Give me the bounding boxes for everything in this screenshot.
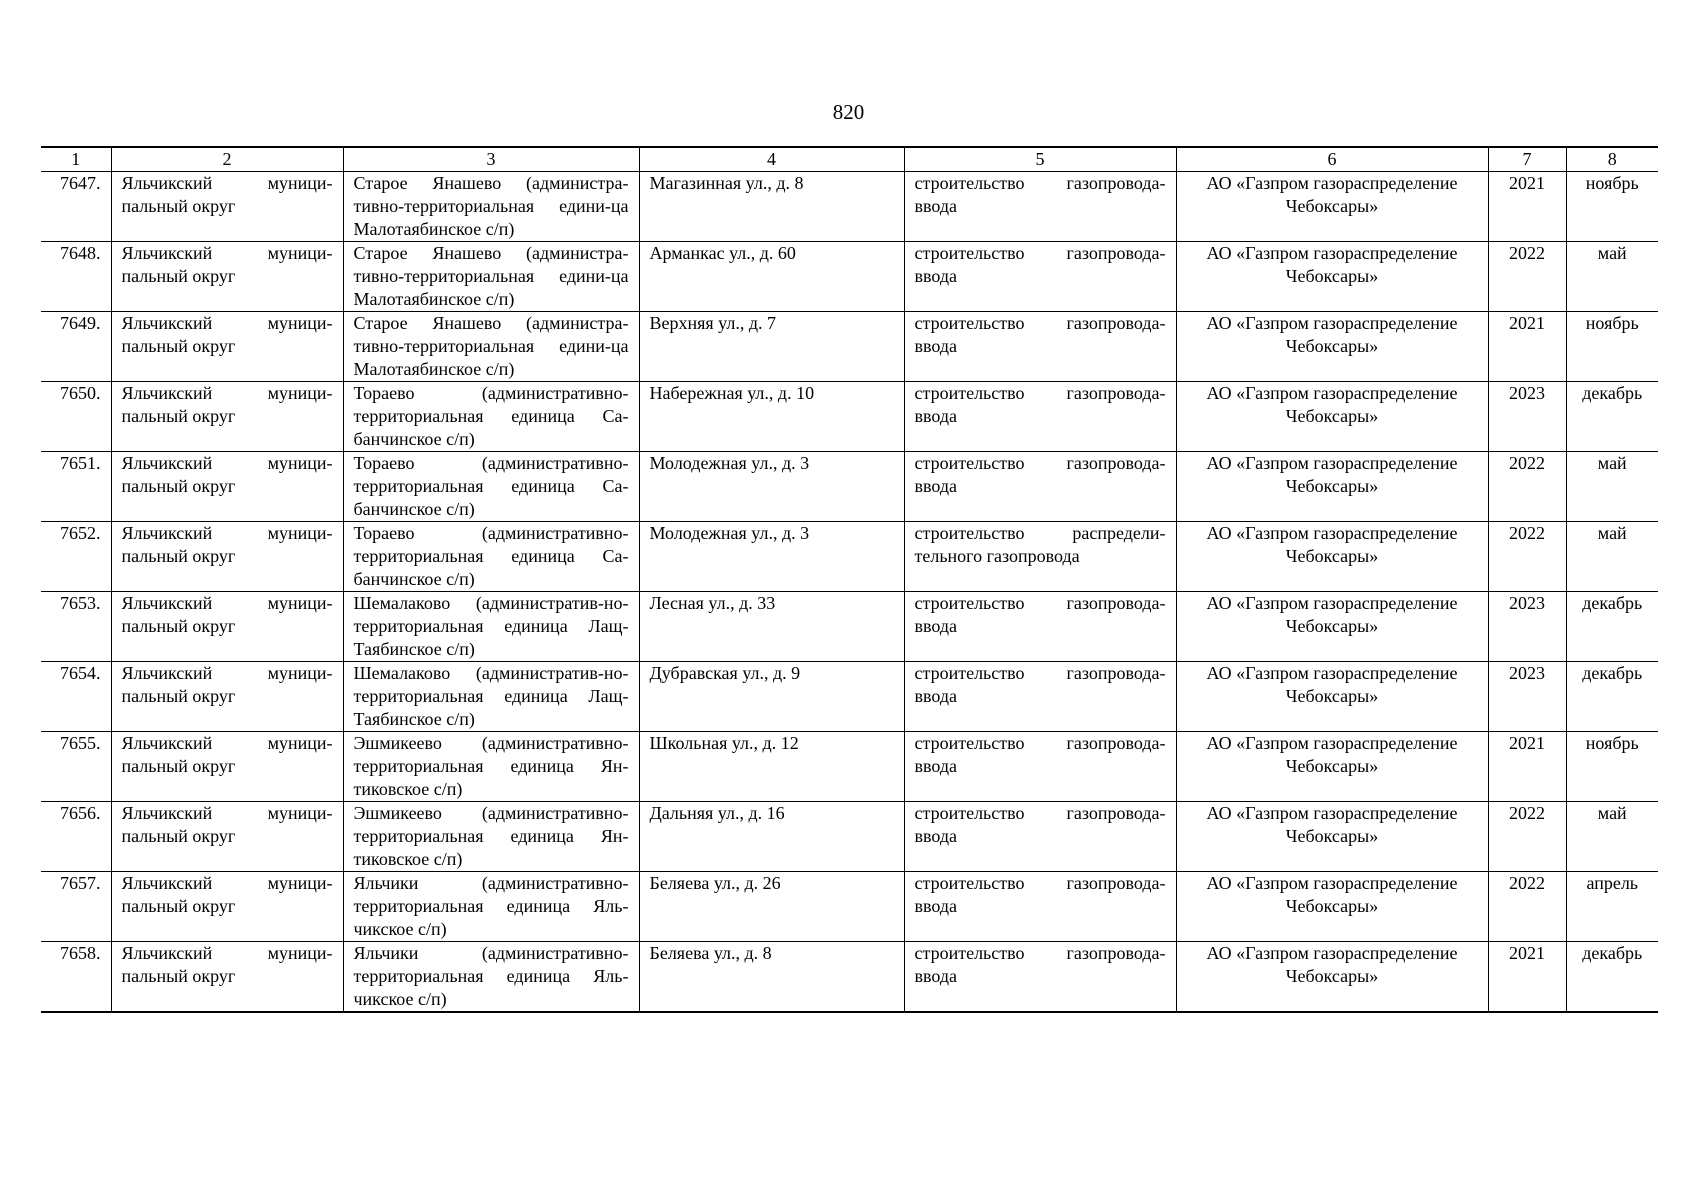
row-number: 7653. [41, 592, 111, 662]
settlement-cell: Тораево (административно-территориальная единица Са-банчинское с/п) [343, 382, 639, 452]
address-cell: Дальняя ул., д. 16 [639, 802, 904, 872]
column-header: 1 [41, 147, 111, 172]
organization-cell: АО «Газпром газораспределение Чебоксары» [1176, 662, 1488, 732]
work-type-cell: строительство газопровода-ввода [904, 312, 1176, 382]
year-cell: 2021 [1488, 942, 1566, 1013]
year-cell: 2021 [1488, 312, 1566, 382]
settlement-cell: Старое Янашево (администра-тивно-территориальная едини-ца Малотаябинское с/п) [343, 242, 639, 312]
work-type-cell: строительство газопровода-ввода [904, 662, 1176, 732]
row-number: 7655. [41, 732, 111, 802]
month-cell: декабрь [1566, 662, 1658, 732]
month-cell: май [1566, 452, 1658, 522]
page-number: 820 [832, 100, 865, 124]
work-type-cell: строительство газопровода-ввода [904, 802, 1176, 872]
month-cell: декабрь [1566, 592, 1658, 662]
month-cell: апрель [1566, 872, 1658, 942]
month-cell: ноябрь [1566, 312, 1658, 382]
district-cell: Яльчикский муници-пальный округ [111, 662, 343, 732]
district-cell: Яльчикский муници-пальный округ [111, 522, 343, 592]
row-number: 7654. [41, 662, 111, 732]
month-cell: ноябрь [1566, 172, 1658, 242]
organization-cell: АО «Газпром газораспределение Чебоксары» [1176, 522, 1488, 592]
district-cell: Яльчикский муници-пальный округ [111, 452, 343, 522]
district-cell: Яльчикский муници-пальный округ [111, 732, 343, 802]
year-cell: 2022 [1488, 242, 1566, 312]
settlement-cell: Шемалаково (административ-но-территориальная единица Лащ-Таябинское с/п) [343, 592, 639, 662]
settlement-cell: Тораево (административно-территориальная единица Са-банчинское с/п) [343, 452, 639, 522]
address-cell: Магазинная ул., д. 8 [639, 172, 904, 242]
settlement-cell: Шемалаково (административ-но-территориальная единица Лащ-Таябинское с/п) [343, 662, 639, 732]
year-cell: 2021 [1488, 172, 1566, 242]
row-number: 7647. [41, 172, 111, 242]
work-type-cell: строительство газопровода-ввода [904, 592, 1176, 662]
settlement-cell: Старое Янашево (администра-тивно-территориальная едини-ца Малотаябинское с/п) [343, 172, 639, 242]
work-type-cell: строительство распредели-тельного газопровода [904, 522, 1176, 592]
district-cell: Яльчикский муници-пальный округ [111, 242, 343, 312]
row-number: 7649. [41, 312, 111, 382]
table-row [41, 802, 1658, 872]
table-row [41, 382, 1658, 452]
work-type-cell: строительство газопровода-ввода [904, 942, 1176, 1013]
column-header: 8 [1566, 147, 1658, 172]
month-cell: май [1566, 802, 1658, 872]
address-cell: Школьная ул., д. 12 [639, 732, 904, 802]
table-row [41, 592, 1658, 662]
table-header-row [41, 147, 1658, 172]
district-cell: Яльчикский муници-пальный округ [111, 312, 343, 382]
table-row [41, 732, 1658, 802]
work-type-cell: строительство газопровода-ввода [904, 172, 1176, 242]
settlement-cell: Старое Янашево (администра-тивно-территориальная едини-ца Малотаябинское с/п) [343, 312, 639, 382]
table-row [41, 312, 1658, 382]
month-cell: декабрь [1566, 382, 1658, 452]
organization-cell: АО «Газпром газораспределение Чебоксары» [1176, 382, 1488, 452]
row-number: 7658. [41, 942, 111, 1013]
organization-cell: АО «Газпром газораспределение Чебоксары» [1176, 802, 1488, 872]
table-row [41, 662, 1658, 732]
month-cell: май [1566, 522, 1658, 592]
year-cell: 2023 [1488, 382, 1566, 452]
year-cell: 2022 [1488, 522, 1566, 592]
row-number: 7652. [41, 522, 111, 592]
row-number: 7650. [41, 382, 111, 452]
district-cell: Яльчикский муници-пальный округ [111, 802, 343, 872]
organization-cell: АО «Газпром газораспределение Чебоксары» [1176, 452, 1488, 522]
address-cell: Лесная ул., д. 33 [639, 592, 904, 662]
settlement-cell: Эшмикеево (административно-территориальная единица Ян-тиковское с/п) [343, 732, 639, 802]
column-header: 4 [639, 147, 904, 172]
row-number: 7656. [41, 802, 111, 872]
settlement-cell: Эшмикеево (административно-территориальная единица Ян-тиковское с/п) [343, 802, 639, 872]
gasification-table [41, 146, 1658, 1013]
table-body [41, 172, 1658, 1013]
table-row [41, 172, 1658, 242]
year-cell: 2022 [1488, 802, 1566, 872]
year-cell: 2022 [1488, 872, 1566, 942]
address-cell: Молодежная ул., д. 3 [639, 522, 904, 592]
year-cell: 2023 [1488, 592, 1566, 662]
district-cell: Яльчикский муници-пальный округ [111, 872, 343, 942]
row-number: 7648. [41, 242, 111, 312]
address-cell: Дубравская ул., д. 9 [639, 662, 904, 732]
work-type-cell: строительство газопровода-ввода [904, 732, 1176, 802]
district-cell: Яльчикский муници-пальный округ [111, 942, 343, 1013]
work-type-cell: строительство газопровода-ввода [904, 872, 1176, 942]
table-row [41, 522, 1658, 592]
address-cell: Арманкас ул., д. 60 [639, 242, 904, 312]
address-cell: Набережная ул., д. 10 [639, 382, 904, 452]
year-cell: 2022 [1488, 452, 1566, 522]
work-type-cell: строительство газопровода-ввода [904, 382, 1176, 452]
row-number: 7651. [41, 452, 111, 522]
table-row [41, 942, 1658, 1013]
address-cell: Верхняя ул., д. 7 [639, 312, 904, 382]
column-header: 6 [1176, 147, 1488, 172]
address-cell: Беляева ул., д. 8 [639, 942, 904, 1013]
organization-cell: АО «Газпром газораспределение Чебоксары» [1176, 732, 1488, 802]
organization-cell: АО «Газпром газораспределение Чебоксары» [1176, 872, 1488, 942]
month-cell: декабрь [1566, 942, 1658, 1013]
year-cell: 2023 [1488, 662, 1566, 732]
organization-cell: АО «Газпром газораспределение Чебоксары» [1176, 172, 1488, 242]
settlement-cell: Тораево (административно-территориальная единица Са-банчинское с/п) [343, 522, 639, 592]
row-number: 7657. [41, 872, 111, 942]
address-cell: Беляева ул., д. 26 [639, 872, 904, 942]
district-cell: Яльчикский муници-пальный округ [111, 382, 343, 452]
column-header: 3 [343, 147, 639, 172]
table-row [41, 452, 1658, 522]
district-cell: Яльчикский муници-пальный округ [111, 172, 343, 242]
organization-cell: АО «Газпром газораспределение Чебоксары» [1176, 242, 1488, 312]
organization-cell: АО «Газпром газораспределение Чебоксары» [1176, 942, 1488, 1013]
work-type-cell: строительство газопровода-ввода [904, 242, 1176, 312]
year-cell: 2021 [1488, 732, 1566, 802]
work-type-cell: строительство газопровода-ввода [904, 452, 1176, 522]
month-cell: май [1566, 242, 1658, 312]
settlement-cell: Яльчики (административно-территориальная единица Яль-чикское с/п) [343, 942, 639, 1013]
organization-cell: АО «Газпром газораспределение Чебоксары» [1176, 592, 1488, 662]
month-cell: ноябрь [1566, 732, 1658, 802]
settlement-cell: Яльчики (административно-территориальная единица Яль-чикское с/п) [343, 872, 639, 942]
table-row [41, 242, 1658, 312]
column-header: 7 [1488, 147, 1566, 172]
district-cell: Яльчикский муници-пальный округ [111, 592, 343, 662]
column-header: 2 [111, 147, 343, 172]
address-cell: Молодежная ул., д. 3 [639, 452, 904, 522]
column-header: 5 [904, 147, 1176, 172]
organization-cell: АО «Газпром газораспределение Чебоксары» [1176, 312, 1488, 382]
table-row [41, 872, 1658, 942]
